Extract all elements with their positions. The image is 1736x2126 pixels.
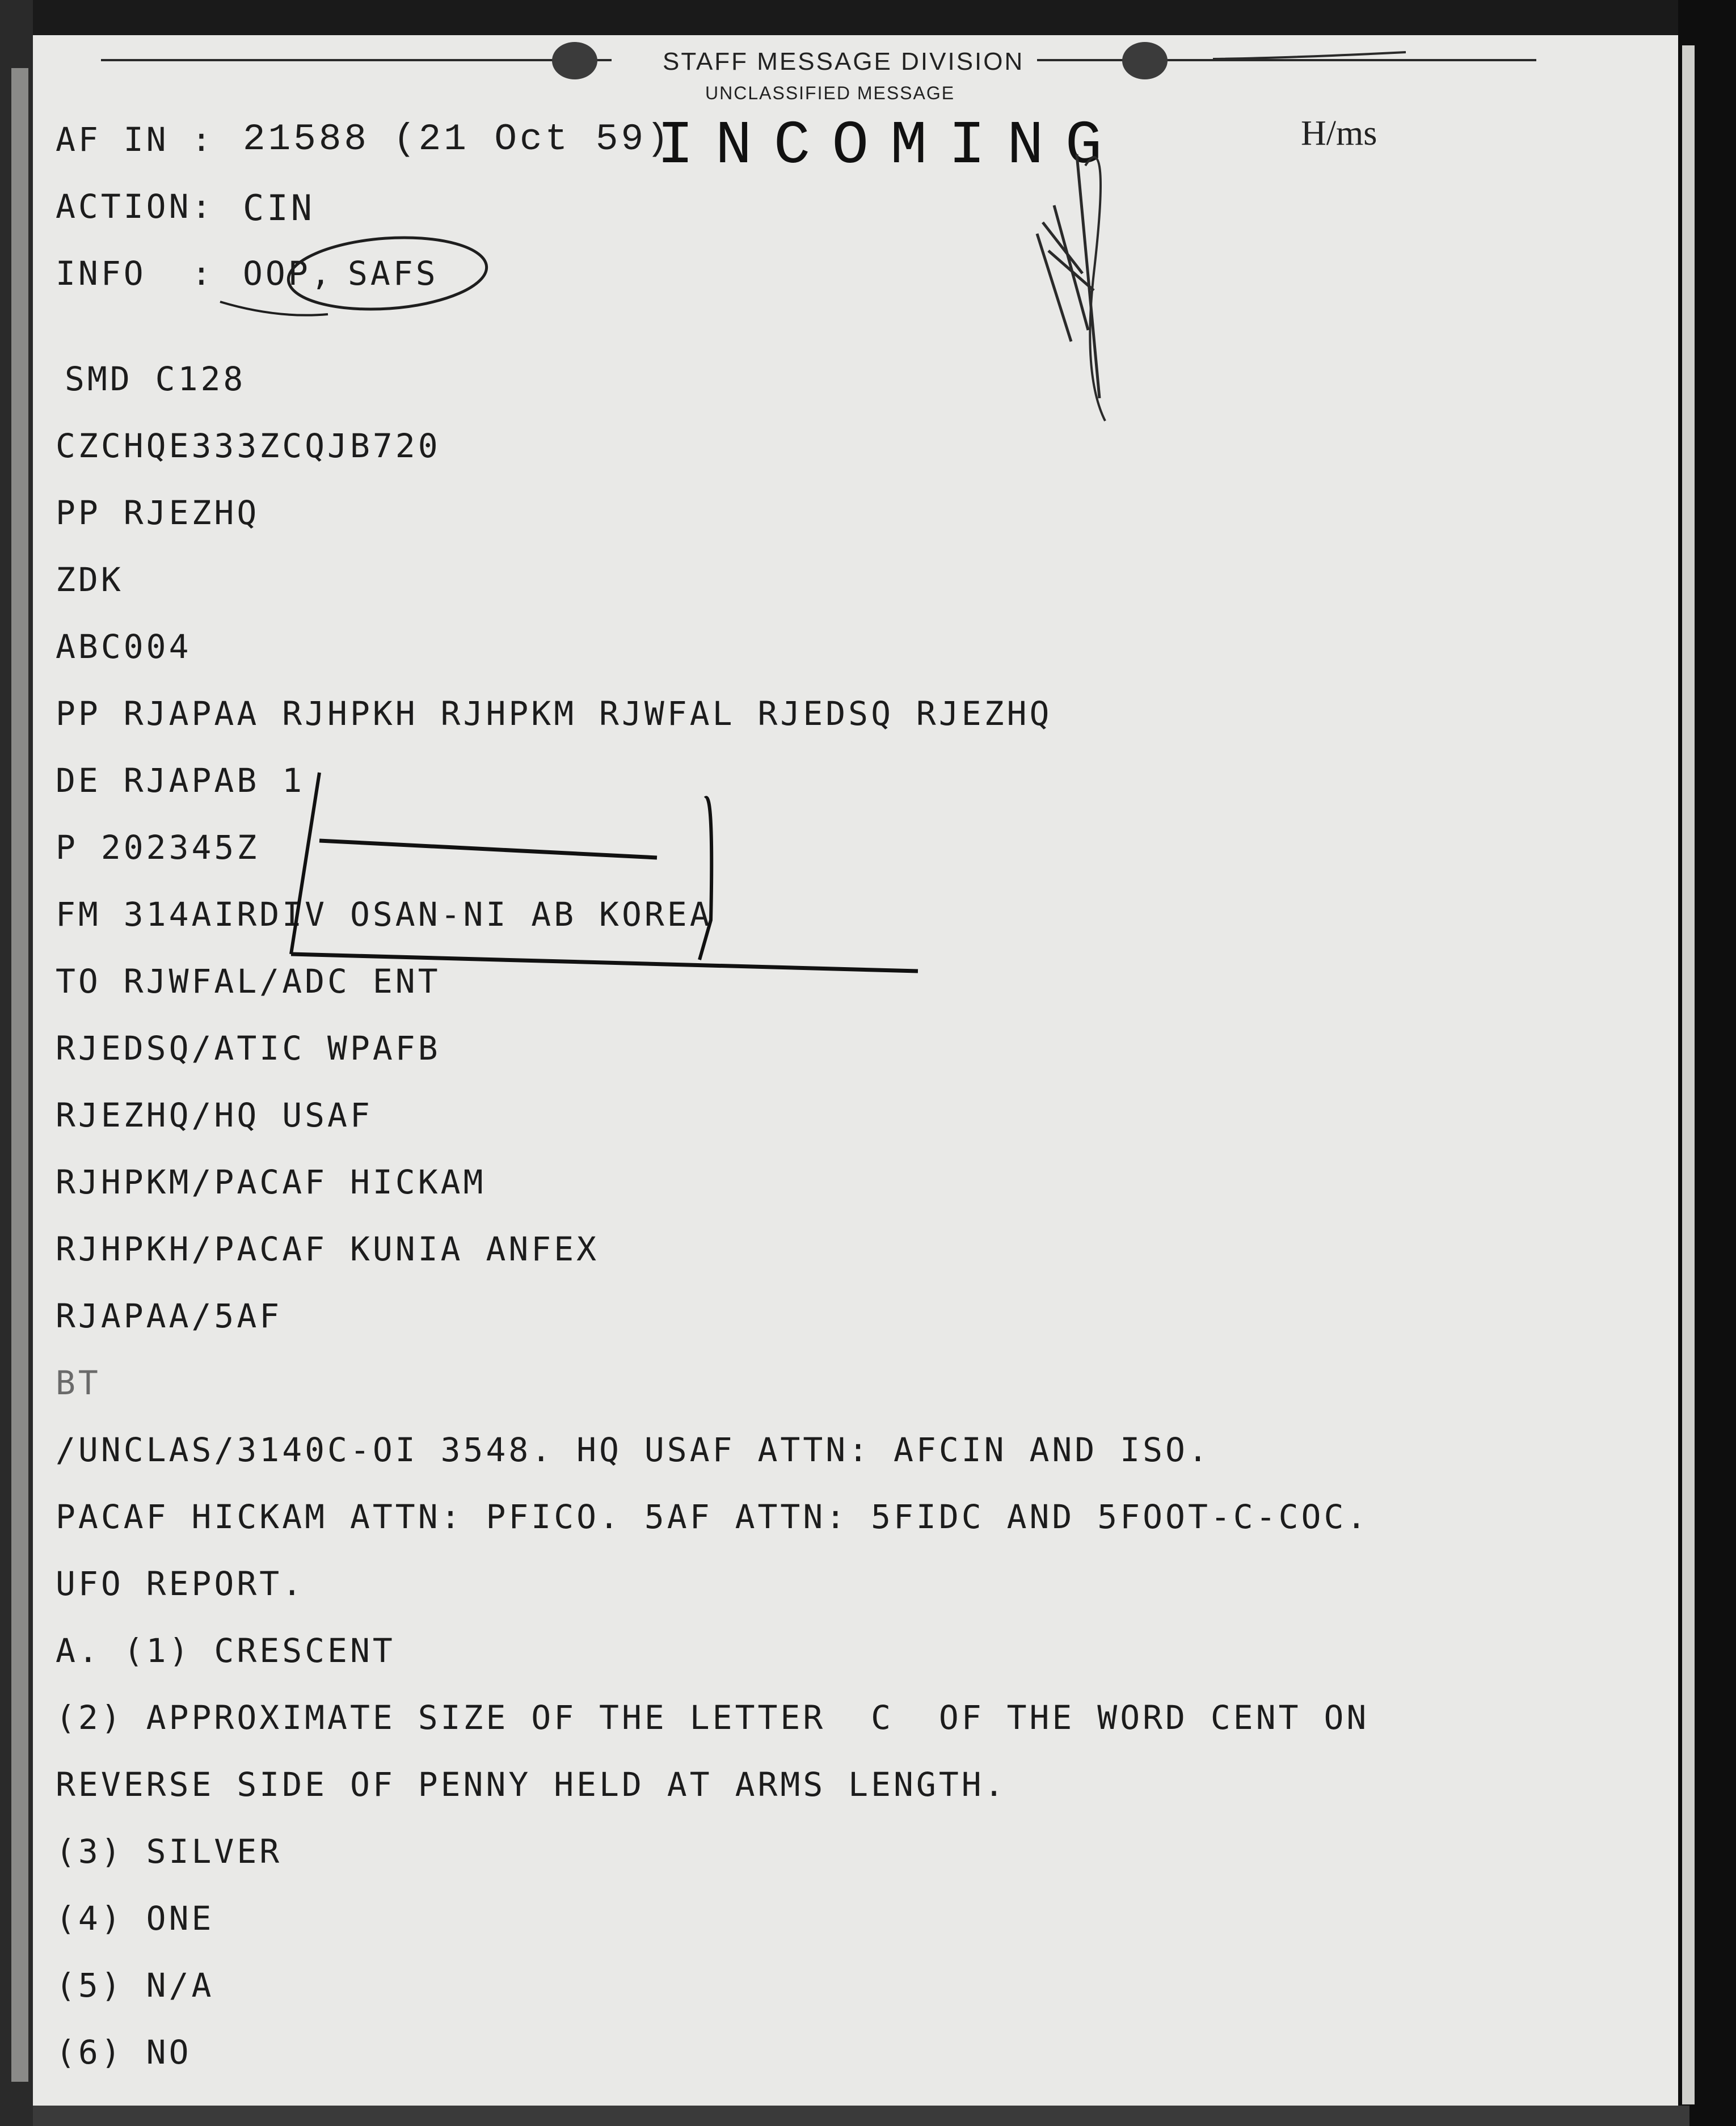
message-line-8: P 202345Z bbox=[56, 828, 260, 867]
message-form bbox=[33, 35, 1678, 2106]
message-line-22: REVERSE SIDE OF PENNY HELD AT ARMS LENGTH. bbox=[56, 1765, 1007, 1804]
bracket-top-line bbox=[319, 841, 657, 858]
action-value: CIN bbox=[243, 187, 315, 229]
info-value: OOP, bbox=[243, 254, 334, 293]
message-line-24: (4) ONE bbox=[56, 1899, 214, 1938]
bracket-left-vertical bbox=[291, 773, 319, 954]
message-line-13: RJHPKM/PACAF HICKAM bbox=[56, 1163, 486, 1201]
scan-edge-left-highlight bbox=[11, 68, 28, 2082]
message-line-5: ABC004 bbox=[56, 627, 192, 666]
message-line-15: RJAPAA/5AF bbox=[56, 1297, 283, 1335]
message-line-18: PACAF HICKAM ATTN: PFICO. 5AF ATTN: 5FIDC AND 5FOOT-C-COC. bbox=[56, 1498, 1370, 1536]
message-line-4: ZDK bbox=[56, 560, 124, 599]
info-label: INFO : bbox=[56, 254, 214, 293]
message-line-14: RJHPKH/PACAF KUNIA ANFEX bbox=[56, 1230, 600, 1268]
bracket-bottom-line bbox=[291, 954, 918, 971]
message-line-10: TO RJWFAL/ADC ENT bbox=[56, 962, 441, 1001]
info-circled-value: SAFS bbox=[348, 254, 439, 293]
message-line-25: (5) N/A bbox=[56, 1966, 214, 2005]
message-line-1: SMD C128 bbox=[65, 360, 246, 398]
message-line-21: (2) APPROXIMATE SIZE OF THE LETTER C OF THE WORD CENT ON bbox=[56, 1698, 1370, 1737]
message-line-11: RJEDSQ/ATIC WPAFB bbox=[56, 1029, 441, 1068]
message-line-26: (6) NO bbox=[56, 2033, 192, 2072]
message-line-3: PP RJEZHQ bbox=[56, 493, 260, 532]
action-label: ACTION: bbox=[56, 187, 214, 226]
af-in-number: 21588 bbox=[243, 118, 370, 161]
af-in-label: AF IN : bbox=[56, 120, 214, 159]
circle-tail-mark bbox=[220, 302, 328, 315]
message-line-6: PP RJAPAA RJHPKH RJHPKM RJWFAL RJEDSQ RJEZHQ bbox=[56, 694, 1052, 733]
classification-heading: UNCLASSIFIED MESSAGE bbox=[705, 83, 955, 103]
message-line-12: RJEZHQ/HQ USAF bbox=[56, 1096, 373, 1134]
message-line-23: (3) SILVER bbox=[56, 1832, 283, 1871]
message-line-17: /UNCLAS/3140C-OI 3548. HQ USAF ATTN: AFCIN AND ISO. bbox=[56, 1431, 1211, 1469]
safs-circle-mark bbox=[286, 231, 489, 315]
message-line-7: DE RJAPAB 1 bbox=[56, 761, 305, 800]
typist-initials: H/ms bbox=[1301, 114, 1377, 153]
message-line-9: FM 314AIRDIV OSAN-NI AB KOREA bbox=[56, 895, 713, 934]
message-line-2: CZCHQE333ZCQJB720 bbox=[56, 427, 441, 465]
message-line-16: BT bbox=[56, 1364, 101, 1402]
bracket-right-vertical bbox=[700, 798, 711, 960]
scan-edge-right-highlight bbox=[1682, 45, 1695, 2104]
corner-scribble bbox=[1213, 52, 1406, 59]
incoming-stamp: INCOMING bbox=[657, 112, 1124, 181]
scan-edge-bottom bbox=[33, 2106, 1689, 2126]
message-line-20: A. (1) CRESCENT bbox=[56, 1631, 395, 1670]
message-line-19: UFO REPORT. bbox=[56, 1564, 305, 1603]
handwritten-markings bbox=[33, 35, 1678, 2106]
staff-message-division-heading: STAFF MESSAGE DIVISION bbox=[663, 48, 1025, 75]
af-in-date: (21 Oct 59) bbox=[393, 118, 672, 161]
